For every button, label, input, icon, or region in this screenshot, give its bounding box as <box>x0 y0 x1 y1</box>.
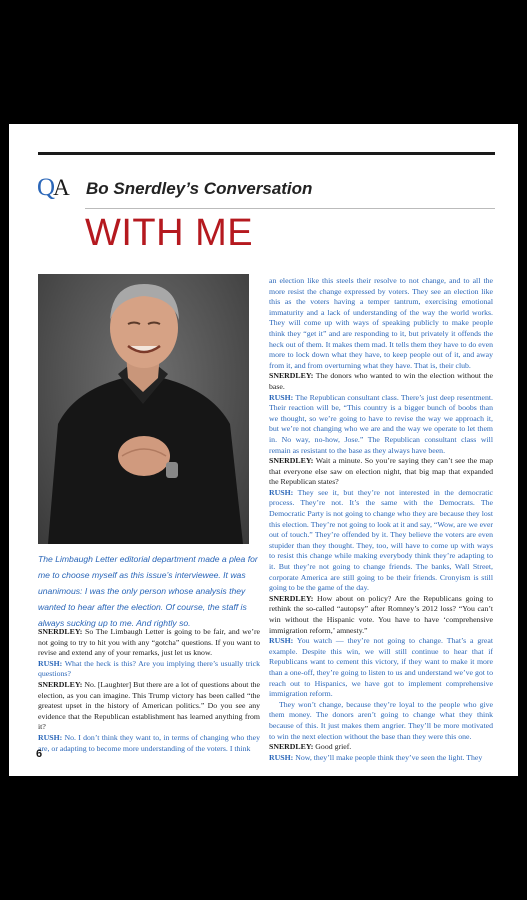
headline: WITH ME <box>85 212 254 254</box>
qa-logo-q: Q <box>37 174 54 201</box>
left-column <box>38 627 260 754</box>
dialogue-paragraph <box>269 456 493 488</box>
dialogue-paragraph <box>269 636 493 700</box>
dialogue-paragraph <box>269 594 493 636</box>
dialogue-text: They see it, but they’re not interested in the democratic process. They’re not. It’s the same with the Democrats. The Democratic Party is not going to change who they are because they lost this election. They’re not going to look at it and say, “Wow, are we ever out of touch.” They’re offended by it. They believe the voters are even stupider than they thought. They, too, will have to come up with ways to resist this change while making everybody think they’re adapting to it. But they’re not going to change friends. The banks, Wall Street, corporate America are still going to be their friends. Cronyism is still going to be the game of the day. <box>269 487 493 593</box>
speaker-label: SNERDLEY: <box>269 742 314 752</box>
dialogue-text: The Republican consultant class. There’s just deep resentment. Their reaction will be, “This country is a bigger bunch of boobs than we thought, so we’re going to have to revise the way we approach it, but we’re not changing who we are and the way we operate to let them in. No way, no-how, Jose.” The Republican consultant class will remain as resistant to the base as they always have been. <box>269 392 493 455</box>
speaker-label: RUSH: <box>269 392 294 402</box>
dialogue-paragraph <box>269 700 493 742</box>
dialogue-paragraph <box>38 659 260 680</box>
speaker-label: SNERDLEY: <box>269 456 314 466</box>
dialogue-text: So The Limbaugh Letter is going to be fair, and we’re not going to try to hit you with any “gotcha” questions. If you want to revise and extend any of your remarks, just let us know. <box>38 627 260 658</box>
series-title: Bo Snerdley’s Conversation <box>86 179 313 198</box>
dialogue-paragraph <box>269 488 493 594</box>
dialogue-paragraph <box>38 627 260 659</box>
portrait-photo <box>38 274 249 544</box>
dialogue-text: Good grief. <box>315 742 352 752</box>
speaker-label: RUSH: <box>38 732 63 742</box>
dialogue-paragraph <box>269 742 493 753</box>
dialogue-paragraph <box>38 680 260 733</box>
qa-logo <box>37 174 68 202</box>
dialogue-text: No. [Laughter] But there are a lot of questions about the election, as you can imagine. This Trump victory has been called “the greatest upset in the history of American politics.” Do you see any evidence that the Republican establishment has learned anything from it? <box>38 679 260 732</box>
dialogue-text: You watch — they’re not going to change. That’s a great example. Despite this win, we will still continue to hear that if Republicans want to cement this victory, if they want to make it more than a one-off, they’re going to listen to us and understand we’ve got to reach out to Hispanics, we have got to implement comprehensive immigration reform. <box>269 636 493 699</box>
dialogue-text: The donors who wanted to win the election without the base. <box>269 371 493 391</box>
portrait-illustration <box>38 274 249 544</box>
speaker-label: SNERDLEY: <box>38 679 83 689</box>
dialogue-text: They won’t change, because they’re loyal to the people who give them money. The donors aren’t going to change what they think because of this. It just makes them angrier. They’ll be more motivated to win the next election without the base than they were this one. <box>269 699 493 741</box>
magazine-page <box>9 124 518 776</box>
right-column <box>269 276 493 763</box>
speaker-label: RUSH: <box>269 487 294 497</box>
dialogue-paragraph <box>269 753 493 764</box>
speaker-label: SNERDLEY: <box>269 593 314 603</box>
speaker-label: RUSH: <box>269 636 294 646</box>
dialogue-text: Wait a minute. So you’re saying they can’t see the map that everyone else saw on election night, that big map that expanded the Republican states? <box>269 456 493 487</box>
dialogue-text: an election like this steels their resolve to not change, and to all the more resist the change expressed by voters. They see an election like this as the voters having a temper tantrum, exercising emotional immaturity and a lack of understanding of the way the world works. They will come up with ways of speaking publicly to make people think they “get it” and are responding to it, but privately it offends the heck out of them. It makes them mad. It tells them they have to do even more to lock down what they have, to keep people out of it, and away from it, and from overturning what they have. That is, their club. <box>269 276 493 370</box>
top-rule <box>38 152 495 155</box>
speaker-label: SNERDLEY: <box>38 627 83 636</box>
qa-logo-a: A <box>53 175 68 200</box>
dialogue-text: No. I don’t think they want to, in terms of changing who they are, or adapting to become more understanding of the voters. I think <box>38 732 260 753</box>
speaker-label: RUSH: <box>38 658 63 668</box>
dialogue-paragraph <box>38 733 260 754</box>
speaker-label: RUSH: <box>269 752 294 762</box>
photo-caption: The Limbaugh Letter editorial department made a plea for me to choose myself as this issue’s interviewee. It was unanimous: I was the only person whose analysis they wanted to hear after the election. Of course, the staff is always sucking up to me. And rightly so. <box>38 554 258 628</box>
dialogue-text: How about on policy? Are the Republicans going to rethink the so-called “autopsy” after Romney’s 2012 loss? “You can’t win without the Hispanic vote. You have to have ‘comprehensive immigration reform,’ amnesty.” <box>269 593 493 635</box>
dialogue-paragraph <box>269 276 493 371</box>
speaker-label: SNERDLEY: <box>269 371 314 381</box>
header-rule <box>85 208 495 209</box>
dialogue-paragraph <box>269 371 493 392</box>
dialogue-paragraph <box>269 393 493 457</box>
page-number: 6 <box>36 748 43 760</box>
dialogue-text: Now, they’ll make people think they’ve seen the light. They <box>295 752 483 762</box>
dialogue-text: What the heck is this? Are you implying there’s usually trick questions? <box>38 658 261 679</box>
